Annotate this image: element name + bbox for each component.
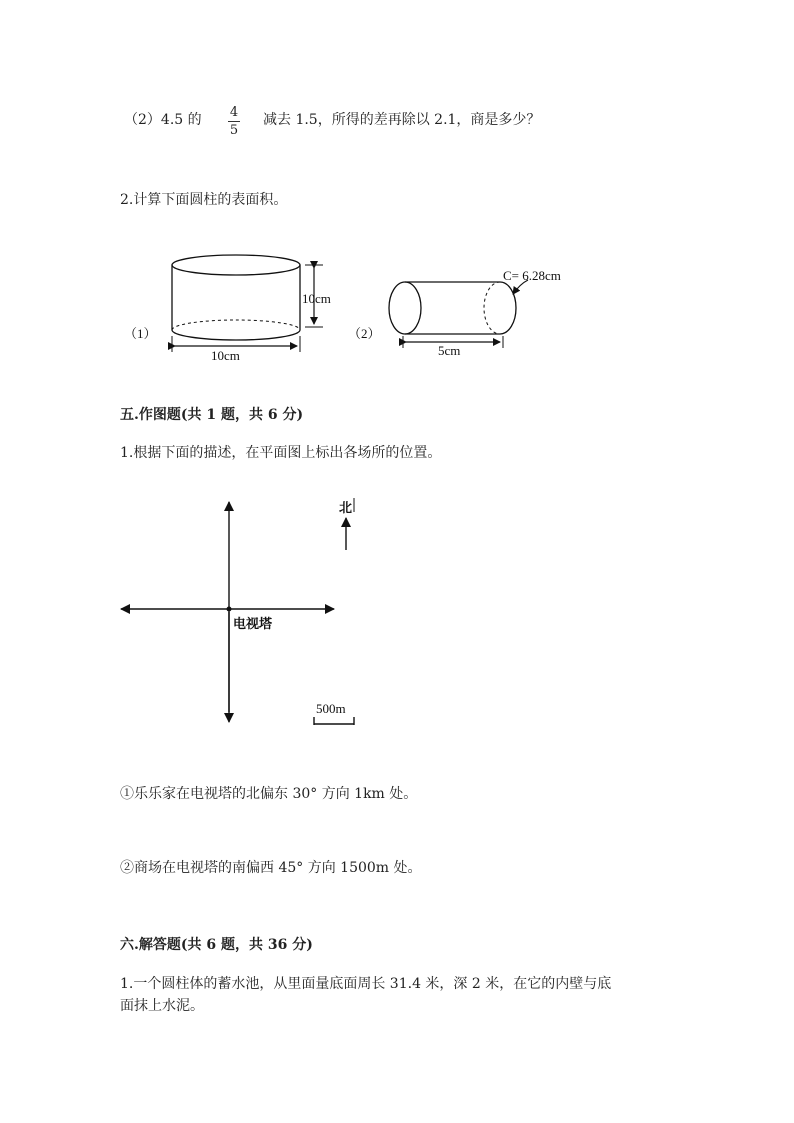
section-6-question-1-line-1: 1.一个圆柱体的蓄水池，从里面量底面周长 31.4 米，深 2 米，在它的内壁与底: [120, 976, 612, 992]
section-5-heading: 五.作图题(共 1 题，共 6 分): [120, 407, 304, 423]
section-6-question-1-line-2: 面抹上水泥。: [120, 998, 204, 1014]
cylinder-1-height-label: 10cm: [302, 291, 331, 306]
fraction-denominator: 5: [229, 123, 239, 138]
question-2-suffix: 减去 1.5，所得的差再除以 2.1，商是多少？: [263, 112, 541, 128]
cylinder-2-length-label: 5cm: [438, 343, 461, 358]
north-label: 北: [339, 500, 353, 515]
map-item-1: ①乐乐家在电视塔的北偏东 30° 方向 1km 处。: [120, 786, 418, 802]
cylinder-1-label: （1）: [124, 326, 157, 341]
map-item-2: ②商场在电视塔的南偏西 45° 方向 1500m 处。: [120, 860, 422, 876]
question-2-prefix: （2）4.5 的: [124, 112, 202, 128]
tv-tower-label: 电视塔: [233, 616, 273, 631]
section-5-question-1: 1.根据下面的描述，在平面图上标出各场所的位置。: [120, 445, 442, 461]
scale-label: 500m: [316, 701, 346, 716]
surface-area-question: 2.计算下面圆柱的表面积。: [120, 192, 288, 208]
section-6-heading: 六.解答题(共 6 题，共 36 分): [120, 937, 313, 953]
cylinder-1-diameter-label: 10cm: [211, 348, 240, 363]
cylinder-2-label: （2）: [348, 326, 381, 341]
cylinder-2-circumference-label: C= 6.28cm: [503, 268, 561, 283]
tv-tower-point: [227, 607, 232, 612]
fraction-numerator: 4: [229, 105, 239, 120]
